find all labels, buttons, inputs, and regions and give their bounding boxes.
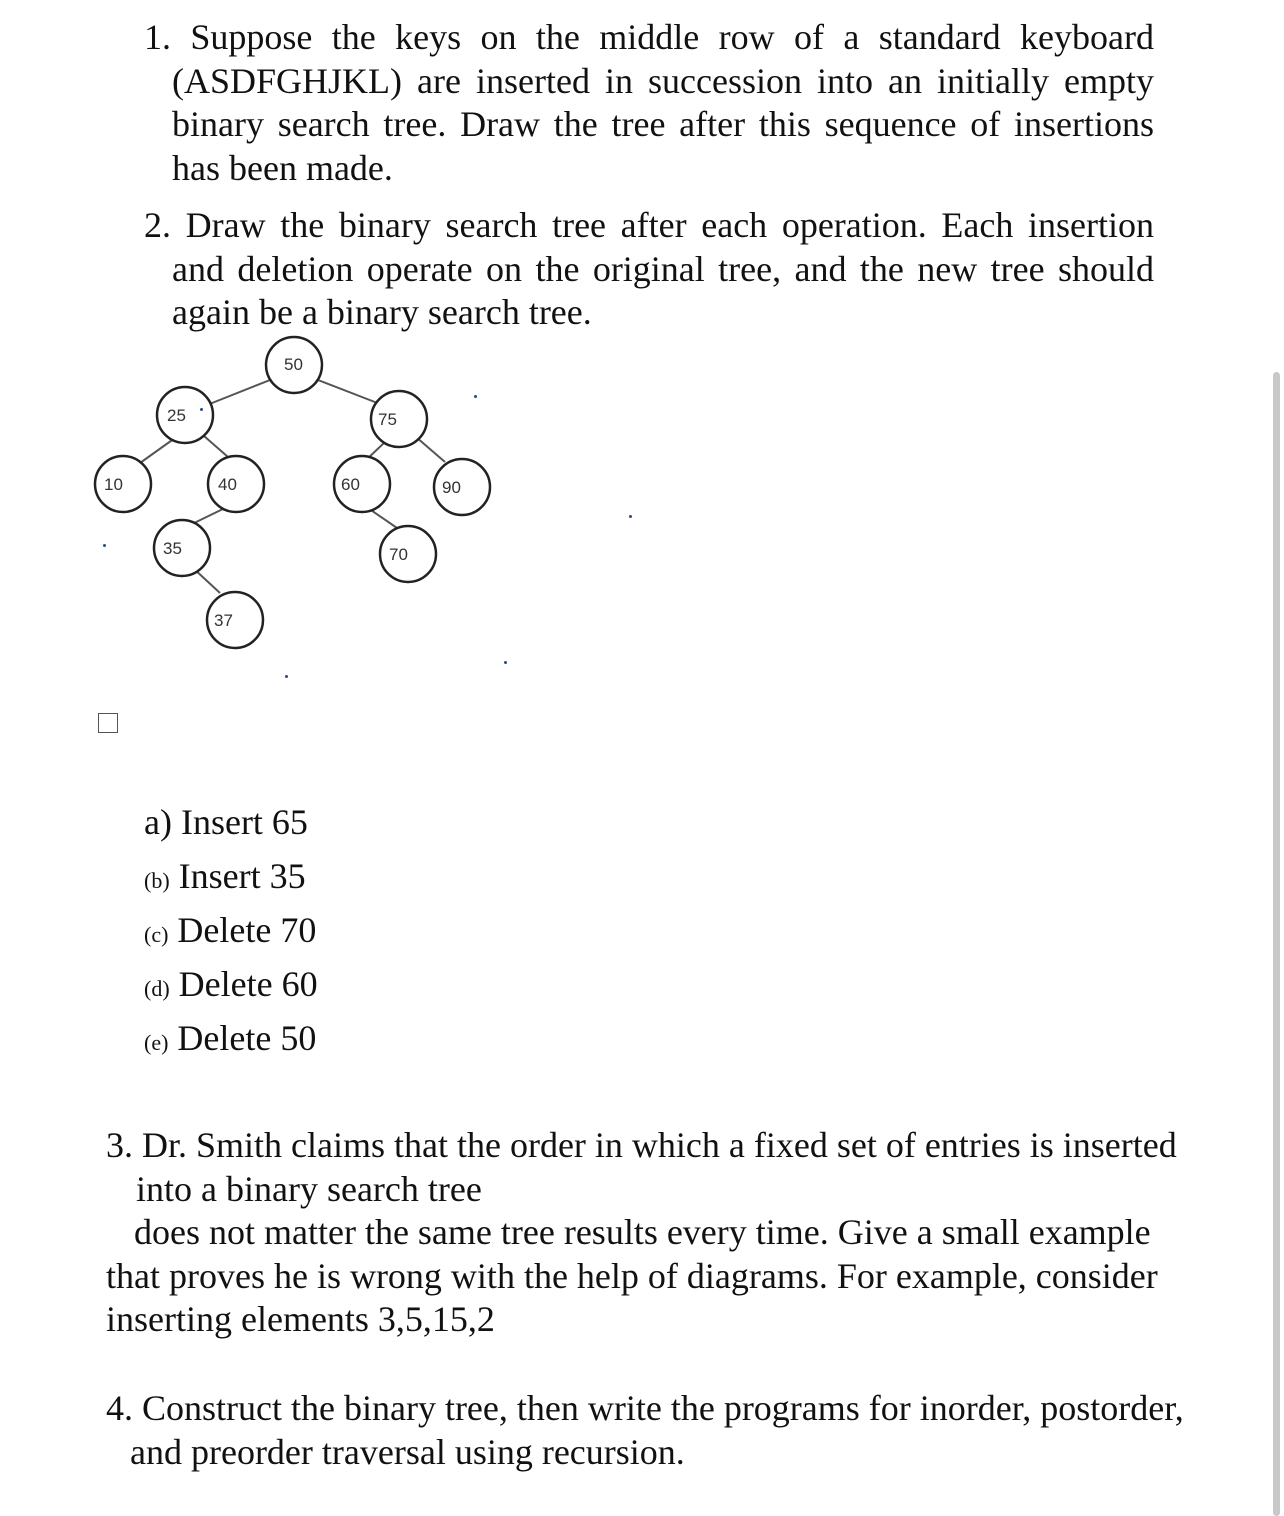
tree-node-label-37: 37 [214,611,233,630]
operation-item-e [144,1016,318,1070]
question-3 [106,1124,1206,1342]
tree-node-10 [95,456,151,512]
bst-diagram [0,330,700,690]
operation-item-c [144,908,318,962]
question-1-line-3: binary search tree. Draw the tree after this sequence of insertions [172,104,1154,144]
stray-dot [285,675,288,678]
tree-node-60 [334,456,390,512]
question-2-line-2: and deletion operate on the original tree, and the new tree should [172,248,1154,289]
tree-node-label-35: 35 [163,539,182,558]
tree-node-label-10: 10 [104,475,123,494]
question-2 [144,204,1154,335]
edge-75-90 [416,437,445,462]
tree-node-50 [266,337,322,393]
edge-50-25 [207,380,270,405]
tree-node-label-70: 70 [389,545,408,564]
operation-text: Delete 60 [178,964,318,1004]
question-1-line-1: 1. Suppose the keys on the middle row of a standard keyboard [144,17,1154,57]
operation-text: Delete 50 [177,1018,317,1058]
operation-text: Delete 70 [177,910,317,950]
operation-text: Insert 35 [178,856,306,896]
question-2-line-3: again be a binary search tree. [172,292,592,332]
tree-node-label-75: 75 [378,410,397,429]
question-3-line-4: that proves he is wrong with the help of diagrams. For example, consider [106,1255,1158,1296]
tree-node-35 [154,520,210,576]
question-1-line-4: has been made. [172,147,393,188]
tree-node-40 [208,456,264,512]
question-3-line-5: inserting elements 3,5,15,2 [106,1299,495,1339]
tree-node-90 [434,459,490,515]
operation-item-d [144,962,318,1016]
operation-item-a [144,800,318,854]
question-4-line-2: and preorder traversal using recursion. [130,1431,685,1472]
vertical-scrollbar[interactable] [1273,372,1280,1516]
tree-node-75 [371,391,427,447]
operation-text: Insert 65 [180,802,308,842]
operation-item-b [144,854,318,908]
question-1 [144,16,1154,190]
question-2-line-1: 2. Draw the binary search tree after each operation. Each insertion [144,205,1154,245]
question-3-line-1: 3. Dr. Smith claims that the order in which a fixed set of entries is inserted [106,1125,1177,1165]
empty-checkbox[interactable] [98,713,118,733]
operation-tag: (c) [144,922,169,947]
operation-tag: (b) [144,868,170,893]
operation-tag: a) [144,802,172,842]
tree-node-label-25: 25 [167,406,186,425]
tree-node-label-50: 50 [284,355,303,374]
tree-node-37 [207,592,263,648]
stray-dot [629,515,632,518]
question-1-line-2: (ASDFGHJKL) are inserted in succession into an initially empty [172,60,1154,101]
tree-node-label-60: 60 [341,475,360,494]
tree-node-25 [157,387,213,443]
operations-list [144,800,318,1070]
operation-tag: (d) [144,976,170,1001]
tree-node-label-90: 90 [442,478,461,497]
question-4 [106,1387,1216,1474]
stray-dot [200,408,203,411]
question-3-line-3: does not matter the same tree results every time. Give a small example [134,1212,1151,1252]
edge-25-40 [204,436,228,457]
tree-node-label-40: 40 [218,475,237,494]
question-3-line-2: into a binary search tree [136,1168,482,1209]
stray-dot [504,661,507,664]
question-4-line-1: 4. Construct the binary tree, then write the programs for inorder, postorder, [106,1388,1184,1428]
tree-node-70 [380,526,436,582]
stray-dot [103,544,106,547]
operation-tag: (e) [144,1030,169,1055]
stray-dot [474,395,477,398]
edge-50-75 [318,380,380,404]
edge-25-10 [140,438,175,463]
